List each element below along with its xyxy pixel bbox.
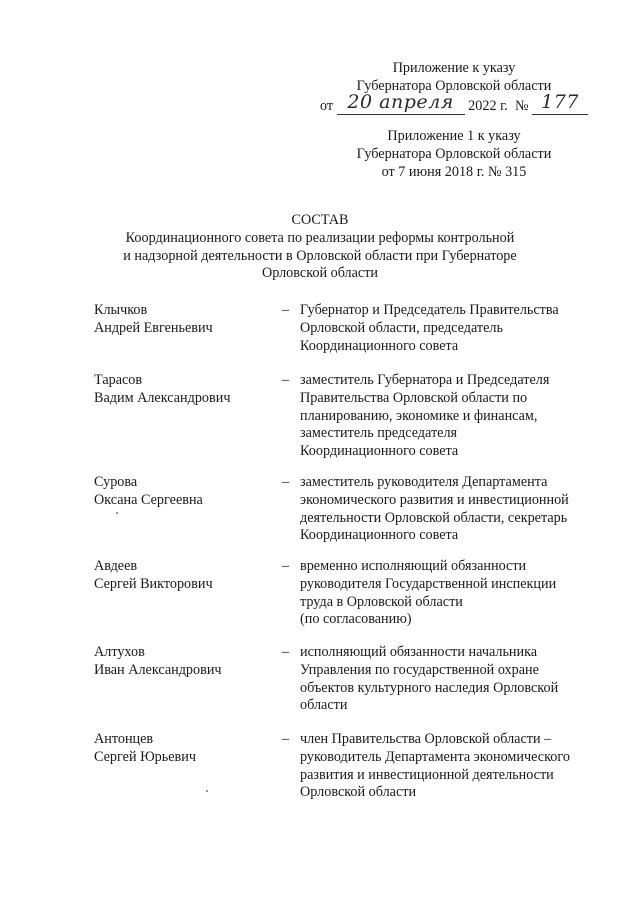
annex-line-2: Губернатора Орловской области <box>356 77 552 94</box>
annex-one-line-1: Приложение 1 к указу <box>387 128 521 144</box>
role-line: Губернатор и Председатель Правительства <box>300 302 559 318</box>
member-given-name: Сергей Викторович <box>94 575 213 592</box>
member-surname: Тарасов <box>94 372 143 388</box>
member-name <box>94 644 274 680</box>
role-line: Координационного совета <box>300 443 459 460</box>
member-name <box>94 731 274 767</box>
member-surname: Алтухов <box>94 644 145 660</box>
role-line: Орловской области, председатель <box>300 319 503 336</box>
number-sign: № <box>514 97 529 114</box>
annex-date-line <box>314 90 594 116</box>
role-line: руководителя Государственной инспекции <box>300 575 557 592</box>
member-surname: Антонцев <box>94 731 154 747</box>
title-line-1: Координационного совета по реализации реформы контрольной <box>125 229 515 246</box>
dash-separator: – <box>282 644 290 660</box>
member-given-name: Оксана Сергеевна <box>94 491 203 508</box>
role-line: развития и инвестиционной деятельности <box>300 766 554 783</box>
role-line: руководитель Департамента экономического <box>300 748 570 765</box>
dash-separator: – <box>282 372 290 388</box>
role-line: Орловской области <box>300 784 417 801</box>
role-line: труда в Орловской области <box>300 593 463 610</box>
role-line: Координационного совета <box>300 527 459 544</box>
handwritten-number: 177 <box>532 96 588 115</box>
member-given-name: Иван Александрович <box>94 661 222 678</box>
annex-one-line-3: от 7 июня 2018 г. № 315 <box>381 163 527 180</box>
member-role <box>300 474 592 545</box>
member-name <box>94 302 274 338</box>
member-name <box>94 474 274 510</box>
dash-separator: – <box>282 558 290 574</box>
date-prefix: от <box>319 97 334 114</box>
title-line-2: и надзорной деятельности в Орловской области при Губернаторе <box>123 247 517 264</box>
role-line: области <box>300 697 348 714</box>
member-role <box>300 644 592 715</box>
member-role <box>300 731 592 802</box>
role-line: (по согласованию) <box>300 611 412 628</box>
dash-separator: – <box>282 731 290 747</box>
annex-line-1: Приложение к указу <box>392 60 516 76</box>
year-text: 2022 г. <box>468 97 508 114</box>
role-line: объектов культурного наследия Орловской <box>300 679 559 696</box>
member-role <box>300 372 592 461</box>
dash-separator: – <box>282 302 290 318</box>
role-line: планированию, экономике и финансам, <box>300 407 538 424</box>
member-surname: Авдеев <box>94 558 138 574</box>
role-line: Управления по государственной охране <box>300 661 539 678</box>
annex-header <box>314 60 594 115</box>
document-title <box>100 212 540 283</box>
role-line: Правительства Орловской области по <box>300 389 528 406</box>
role-line: заместитель Губернатора и Председателя <box>300 372 550 388</box>
scan-speck <box>116 512 118 514</box>
member-name <box>94 372 274 408</box>
role-line: заместитель председателя <box>300 425 458 442</box>
dash-separator: – <box>282 474 290 490</box>
member-role <box>300 558 592 629</box>
member-given-name: Андрей Евгеньевич <box>94 319 213 336</box>
member-given-name: Вадим Александрович <box>94 389 231 406</box>
title-heading: СОСТАВ <box>291 212 349 228</box>
member-surname: Клычков <box>94 302 148 318</box>
role-line: исполняющий обязанности начальника <box>300 644 538 660</box>
role-line: заместитель руководителя Департамента <box>300 474 548 490</box>
annex-one-header <box>314 128 594 181</box>
handwritten-date: 20 апреля <box>337 96 465 115</box>
scan-speck <box>206 790 208 792</box>
annex-one-line-2: Губернатора Орловской области <box>356 145 552 162</box>
member-given-name: Сергей Юрьевич <box>94 748 196 765</box>
member-surname: Сурова <box>94 474 138 490</box>
role-line: экономического развития и инвестиционной <box>300 491 569 508</box>
title-line-3: Орловской области <box>261 265 379 282</box>
role-line: деятельности Орловской области, секретарь <box>300 509 568 526</box>
role-line: член Правительства Орловской области – <box>300 731 552 747</box>
member-name <box>94 558 274 594</box>
role-line: временно исполняющий обязанности <box>300 558 527 574</box>
role-line: Координационного совета <box>300 337 459 354</box>
member-role <box>300 302 592 355</box>
